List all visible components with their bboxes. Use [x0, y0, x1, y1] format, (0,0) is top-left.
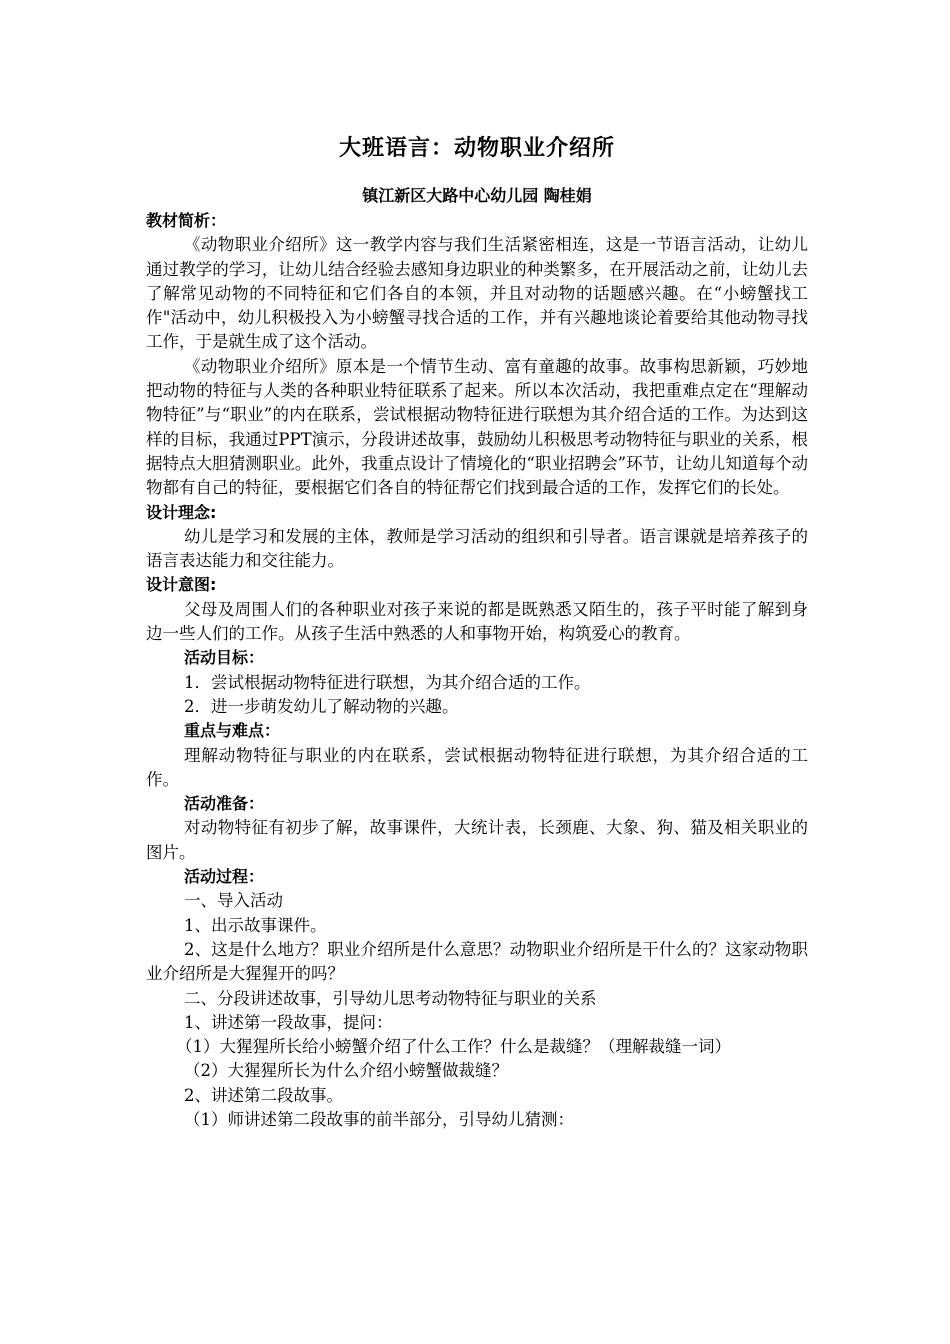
process-heading: 活动过程： [184, 867, 265, 887]
materials-paragraph-1: 《动物职业介绍所》这一教学内容与我们生活紧密相连，这是一节语言活动，让幼儿通过教学的学习，让幼儿结合经验去感知身边职业的种类繁多，在开展活动之前，让幼儿去了解常见动物的不同特征和它们各自的本领，并且对动物的话题感兴趣。在“小螃蟹找工作"活动中，幼儿积极投入为小螃蟹寻找合适的工作，并有兴趣地谈论着要给其他动物寻找工作，于是就生成了这个活动。 [146, 235, 808, 352]
goals-heading: 活动目标： [184, 648, 265, 668]
process-step-3: 2、这是什么地方？职业介绍所是什么意思？动物职业介绍所是干什么的？这家动物职业介绍所是大猩猩开的吗？ [146, 939, 808, 984]
process-step-4: 二、分段讲述故事，引导幼儿思考动物特征与职业的关系 [184, 988, 597, 1008]
document-page [146, 128, 808, 1132]
prep-paragraph: 对动物特征有初步了解，故事课件，大统计表，长颈鹿、大象、狗、猫及相关职业的图片。 [146, 818, 808, 862]
process-step-7: （2）大猩猩所长为什么介绍小螃蟹做裁缝？ [184, 1061, 508, 1081]
process-step-9: （1）师讲述第二段故事的前半部分，引导幼儿猜测： [184, 1109, 574, 1129]
keypoints-paragraph: 理解动物特征与职业的内在联系，尝试根据动物特征进行联想，为其介绍合适的工作。 [146, 745, 808, 789]
goal-item-2: 2．进一步萌发幼儿了解动物的兴趣。 [184, 696, 459, 716]
materials-heading: 教材简析： [146, 211, 227, 230]
process-step-2: 1、出示故事课件。 [184, 915, 327, 935]
process-step-6: （1）大猩猩所长给小螃蟹介绍了什么工作？什么是裁缝？（理解裁缝一词） [176, 1037, 731, 1057]
intent-heading: 设计意图: [146, 575, 217, 595]
document-title: 大班语言：动物职业介绍所 [338, 136, 615, 161]
keypoints-heading: 重点与难点： [184, 721, 281, 741]
prep-heading: 活动准备： [184, 794, 265, 814]
materials-paragraph-2: 《动物职业介绍所》原本是一个情节生动、富有童趣的故事。故事构思新颖，巧妙地把动物的特征与人类的各种职业特征联系了起来。所以本次活动，我把重难点定在“理解动物特征”与“职业”的内在联系，尝试根据动物特征进行联想为其介绍合适的工作。为达到这样的目标，我通过PPT演示，分段讲述故事，鼓励幼儿积极思考动物特征与职业的关系，根据特点大胆猜测职业。此外，我重点设计了情境化的“职业招聘会”环节，让幼儿知道每个动物都有自己的特征，要根据它们各自的特征帮它们找到最合适的工作，发挥它们的长处。 [146, 356, 808, 498]
process-step-8: 2、讲述第二段故事。 [184, 1085, 343, 1105]
process-step-1: 一、导入活动 [184, 891, 283, 911]
document-author: 镇江新区大路中心幼儿园 陶桂娟 [362, 186, 592, 205]
intent-paragraph: 父母及周围人们的各种职业对孩子来说的都是既熟悉又陌生的，孩子平时能了解到身边一些人们的工作。从孩子生活中熟悉的人和事物开始，构筑爱心的教育。 [146, 599, 808, 644]
concept-paragraph: 幼儿是学习和发展的主体，教师是学习活动的组织和引导者。语言课就是培养孩子的语言表达能力和交往能力。 [146, 526, 808, 571]
concept-heading: 设计理念: [146, 502, 217, 522]
goal-item-1: 1．尝试根据动物特征进行联想，为其介绍合适的工作。 [184, 672, 591, 692]
process-step-5: 1、讲述第一段故事，提问： [184, 1012, 393, 1032]
